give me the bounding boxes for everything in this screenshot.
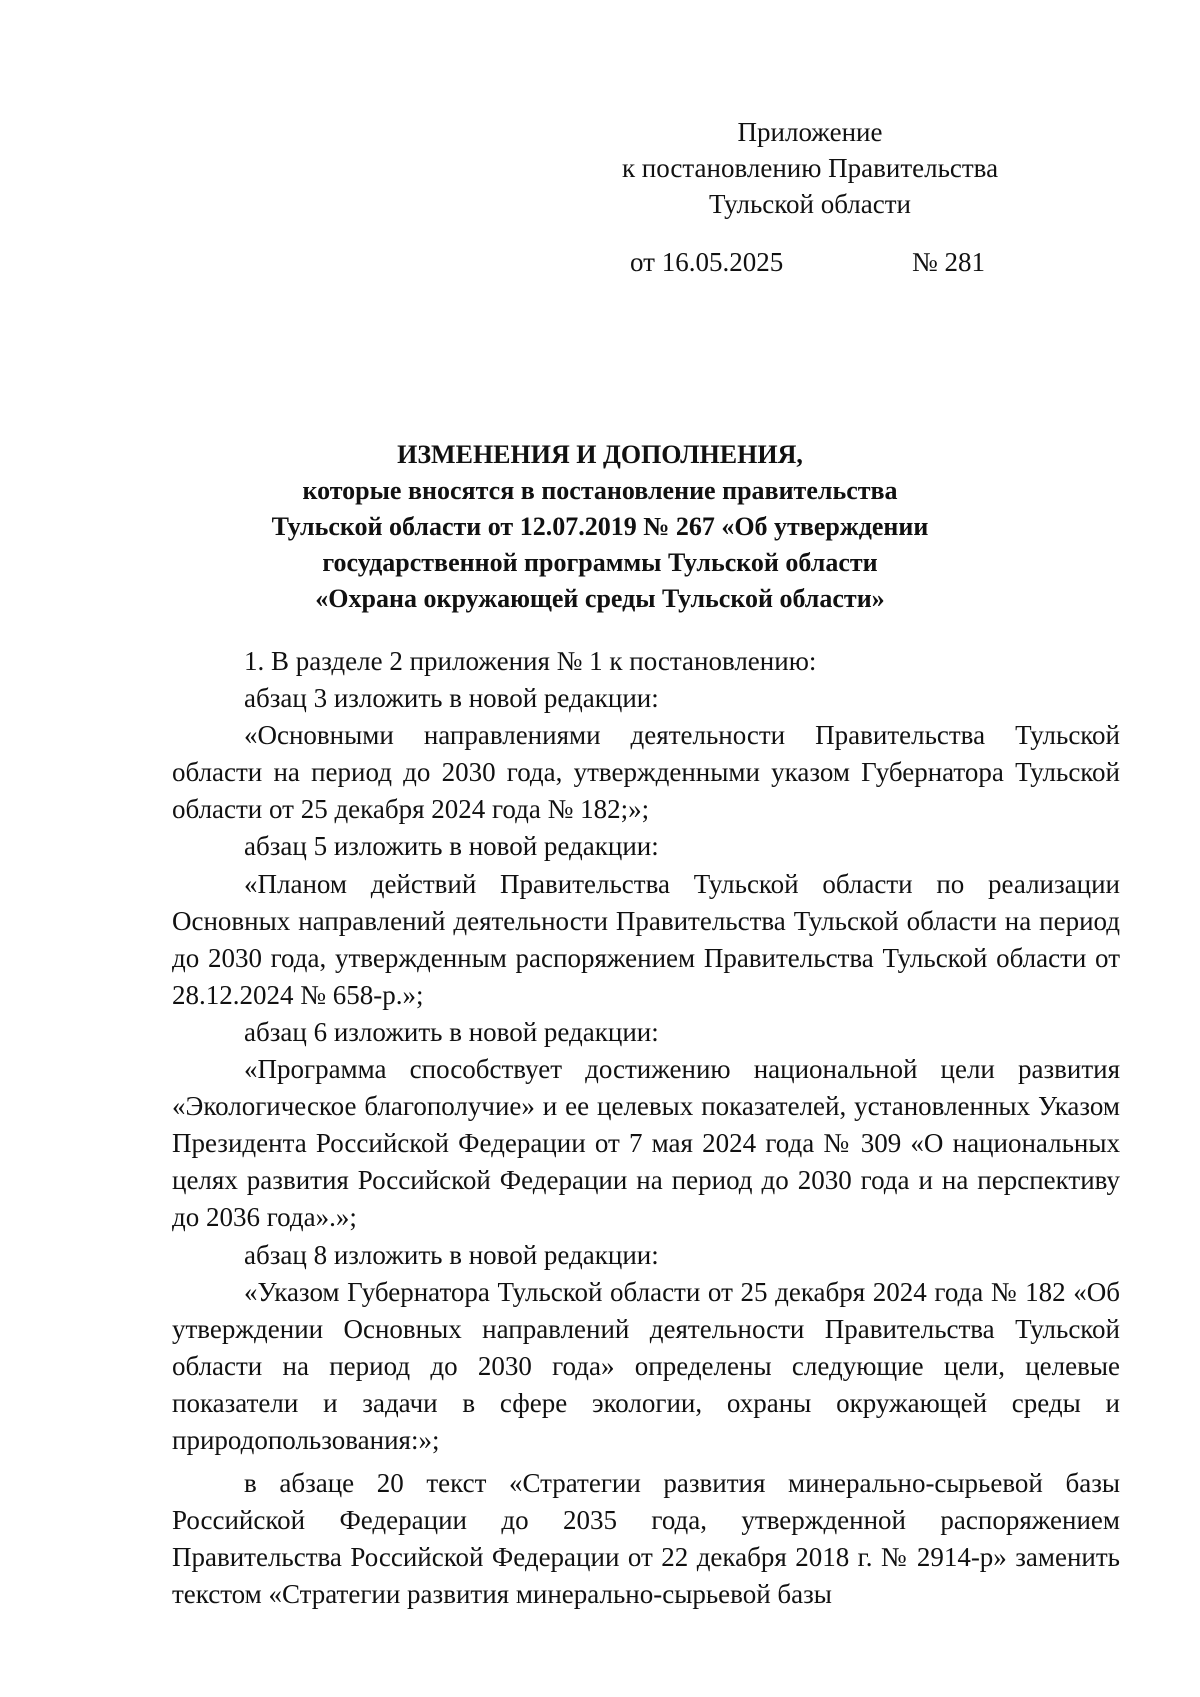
paragraph-2: абзац 3 изложить в новой редакции: bbox=[244, 683, 659, 714]
approval-header bbox=[600, 114, 1020, 222]
paragraph-9: «Указом Губернатора Тульской области от 25 декабря 2024 года № 182 «Об утверждении Основных направлений деятельности Правительства Тульской области на период до 2030 года» определены следующие цели, целевые показатели и задачи в сфере экологии, охраны окружающей среды и природопользования:»; bbox=[172, 1276, 1120, 1455]
paragraph-3: «Основными направлениями деятельности Правительства Тульской области на период до 2030 года, утвержденными указом Губернатора Тульской области от 25 декабря 2024 года № 182;»; bbox=[172, 720, 1120, 825]
title-line-5: «Охрана окружающей среды Тульской области» bbox=[315, 584, 885, 613]
paragraph-8: абзац 8 изложить в новой редакции: bbox=[244, 1239, 659, 1270]
resolution-number: № 281 bbox=[912, 247, 986, 277]
header-resolution-label: к постановлению Правительства bbox=[621, 153, 999, 183]
paragraph-1: 1. В разделе 2 приложения № 1 к постановлению: bbox=[244, 646, 817, 676]
document-title bbox=[150, 437, 1050, 617]
paragraph-10: в абзаце 20 текст «Стратегии развития минерально-сырьевой базы Российской Федерации до 2035 года, утвержденной распоряжением Правительства Российской Федерации от 22 декабря 2018 г. № 2914-р» заменить текстом «Стратегии развития минерально-сырьевой базы bbox=[172, 1468, 1120, 1610]
title-line-1: ИЗМЕНЕНИЯ И ДОПОЛНЕНИЯ, bbox=[397, 440, 803, 469]
title-line-4: государственной программы Тульской области bbox=[322, 548, 878, 577]
resolution-date: от 16.05.2025 bbox=[630, 247, 784, 277]
title-line-2: которые вносятся в постановление правительства bbox=[302, 476, 898, 505]
paragraph-7: «Программа способствует достижению национальной цели развития «Экологическое благополучие» и ее целевых показателей, установленных Указом Президента Российской Федерации от 7 мая 2024 года № 309 «О национальных целях развития Российской Федерации на период до 2030 года и на перспективу до 2036 года».»; bbox=[172, 1054, 1120, 1233]
header-region-label: Тульской области bbox=[709, 189, 911, 219]
header-appendix-label: Приложение bbox=[737, 117, 883, 147]
title-line-3: Тульской области от 12.07.2019 № 267 «Об утверждении bbox=[271, 512, 929, 541]
paragraph-6: абзац 6 изложить в новой редакции: bbox=[244, 1016, 659, 1047]
paragraph-5: «Планом действий Правительства Тульской области по реализации Основных направлений деятельности Правительства Тульской области на период до 2030 года, утвержденным распоряжением Правительства Тульской области от 28.12.2024 № 658-р.»; bbox=[172, 868, 1120, 1010]
document-body bbox=[172, 643, 1120, 1613]
paragraph-4: абзац 5 изложить в новой редакции: bbox=[244, 831, 659, 862]
